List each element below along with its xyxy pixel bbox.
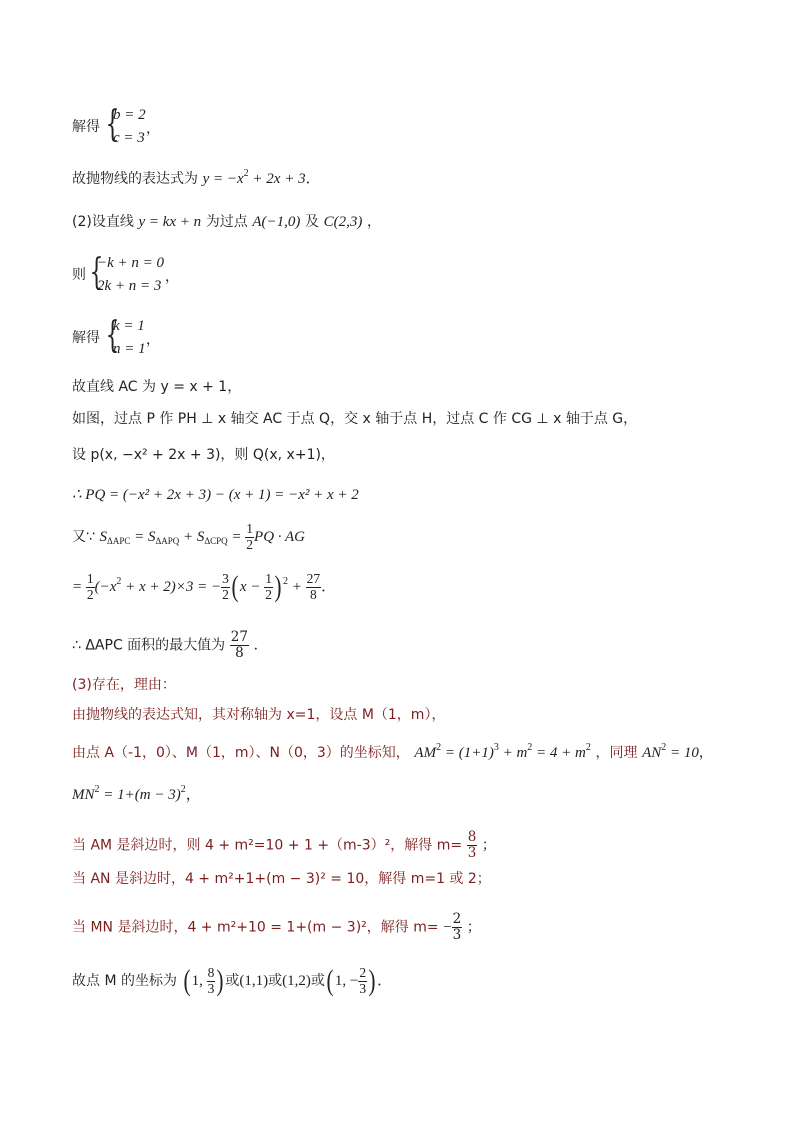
system-equation-2: n = 1 <box>113 341 146 357</box>
m-value-fraction: $\frac{2}{3}$ <box>452 911 462 943</box>
case-am-text: 当 AM 是斜边时，则 4 + m²=10 + 1 +（m-3）²，解得 m= <box>72 837 463 854</box>
distance-am-line: 由点 A（-1，0）、M（1，m）、N（0，3）的坐标知， $AM^2 = (1+1)^3 + m^2 = 4 + m^2$ ，同理 $AN^2 = 10$， <box>72 742 713 761</box>
coordinates-text: 由点 A（-1，0）、M（1，m）、N（0，3）的坐标知， <box>72 745 410 761</box>
through-text: 为过点 <box>205 214 248 230</box>
solve-label: 解得 <box>72 119 100 135</box>
system-equation-2: c = 3 <box>113 130 145 146</box>
system-equation-1: b = 2 <box>113 107 146 123</box>
conclusion-text: 故点 M 的坐标为 <box>72 972 177 989</box>
solve-line-2 <box>72 331 100 346</box>
an-squared: $AN^2 = 10$ <box>642 742 699 761</box>
mn-squared: $MN^2 = 1+(m - 3)^2$， <box>72 784 201 803</box>
system-equation-1: −k + n = 0 <box>97 255 165 271</box>
solve-line-1 <box>72 120 100 135</box>
area-simplification: = $\frac{1}{2}$ $(-x^2 + x + 2)\times 3$ = − $\frac{3}{2}$ ( x − $\frac{1}{2}$ ) $^2$ + $\frac{27}{8}$ ． <box>72 570 337 604</box>
pq-expression: ∴ PQ = (−x² + 2x + 3) − (x + 1) = −x² + x + 2 <box>72 487 359 503</box>
parabola-expression-line <box>72 168 321 187</box>
axis-of-symmetry: 由抛物线的表达式知，其对称轴为 x=1，设点 M（1，m）， <box>72 707 446 723</box>
line-setup <box>72 215 381 230</box>
system-equation-2: 2k + n = 3 <box>97 278 162 294</box>
max-area-fraction: $\frac{27}{8}$ <box>230 629 248 661</box>
line-ac-result: 故直线 AC 为 y = x + 1， <box>72 379 242 395</box>
case-an-hypotenuse: 当 AN 是斜边时，4 + m²+1+(m − 3)² = 10，解得 m=1 或 2； <box>72 871 491 887</box>
line-equation: y = kx + n <box>138 214 202 230</box>
then-line <box>72 268 86 283</box>
system-brace: { <box>105 315 120 356</box>
area-sum-line <box>72 522 305 553</box>
solve-label: 解得 <box>72 330 100 346</box>
max-area-line <box>72 630 268 661</box>
case-am-hypotenuse <box>72 830 496 861</box>
comma: ， <box>165 269 179 285</box>
conclusion-line <box>72 966 392 997</box>
point-a: A(−1,0) <box>252 214 301 230</box>
system-brace: { <box>105 104 120 145</box>
semicolon: ； <box>466 919 481 936</box>
am-squared: $AM^2 = (1+1)^3 + m^2 = 4 + m^2$ <box>414 742 591 761</box>
area-sum-expression: $S_{\Delta APC} = S_{\Delta APQ} + S_{\Delta CPQ}$ = $\frac{1}{2}$ PQ · AG <box>99 521 306 552</box>
m-value-fraction: $\frac{8}{3}$ <box>467 829 477 861</box>
point-m-coordinates: ( 1, $\frac{8}{3}$ ) 或(1,1)或(1,2)或( 1, − $\frac{2}{3}$ ) ． <box>183 964 393 998</box>
also-because: 又∵ <box>72 528 95 545</box>
max-area-text: ∴ ΔAPC 面积的最大值为 <box>72 637 226 654</box>
set-points: 设 p(x, −x² + 2x + 3)，则 Q(x, x+1)， <box>72 447 335 463</box>
comma: ， <box>367 214 381 230</box>
parabola-expression: $y = -x^2 + 2x + 3$． <box>202 168 321 187</box>
system-brace: { <box>89 252 104 293</box>
and-text: 及 <box>305 214 320 230</box>
similarly-text: ，同理 <box>595 745 638 761</box>
part3-heading: (3)存在，理由： <box>72 677 176 693</box>
semicolon: ； <box>481 837 496 854</box>
construction-text: 如图，过点 P 作 PH ⊥ x 轴交 AC 于点 Q，交 x 轴于点 H，过点 C 作 CG ⊥ x 轴于点 G， <box>72 411 638 427</box>
then-label: 则 <box>72 267 86 283</box>
point-c: C(2,3) <box>323 214 363 230</box>
comma: ， <box>146 332 160 348</box>
parabola-text: 故抛物线的表达式为 <box>72 171 198 187</box>
comma: ， <box>146 121 160 137</box>
case-mn-hypotenuse: 当 MN 是斜边时，4 + m²+10 = 1+(m − 3)²，解得 m= − $\frac{2}{3}$ ； <box>72 911 481 943</box>
part2-label: (2)设直线 <box>72 214 134 230</box>
period: ． <box>253 637 268 654</box>
system-equation-1: k = 1 <box>113 318 145 334</box>
case-mn-text: 当 MN 是斜边时，4 + m²+10 = 1+(m − 3)²，解得 m= <box>72 919 439 936</box>
